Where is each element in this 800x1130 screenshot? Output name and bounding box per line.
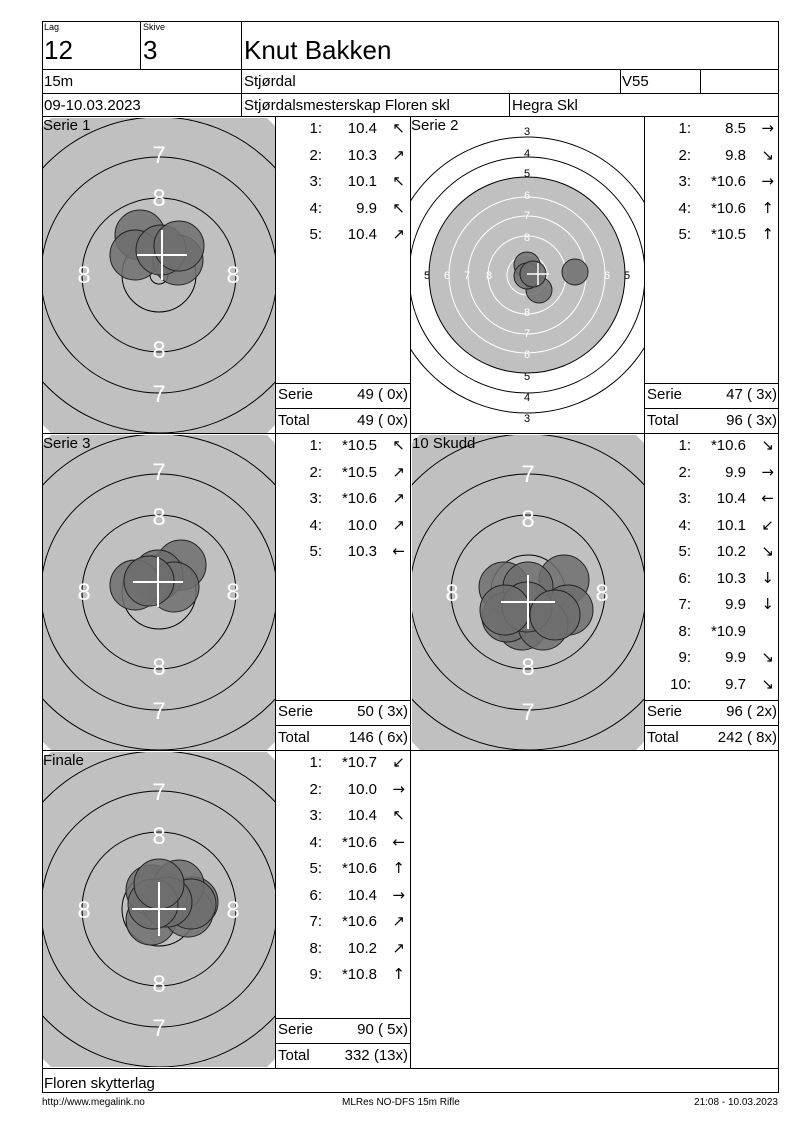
footer-software: MLRes NO-DFS 15m Rifle bbox=[342, 1097, 460, 1108]
shot-direction-arrow-icon: ↖ bbox=[392, 198, 405, 217]
serie-label: Serie bbox=[278, 1021, 314, 1038]
shot-score: 9.8 bbox=[725, 146, 746, 164]
shot-score: 9.9 bbox=[725, 463, 746, 481]
shot-direction-arrow-icon: ↓ bbox=[761, 595, 774, 613]
shot-row bbox=[276, 515, 409, 537]
header-vline-class bbox=[620, 69, 621, 93]
shot-number: 5: bbox=[309, 543, 322, 560]
shot-row bbox=[645, 435, 778, 457]
ring-number: 6 bbox=[523, 190, 531, 202]
svg-text:8: 8 bbox=[521, 506, 535, 533]
svg-text:5: 5 bbox=[523, 371, 531, 383]
shot-row bbox=[645, 594, 778, 616]
svg-text:6: 6 bbox=[603, 270, 611, 282]
svg-text:7: 7 bbox=[521, 699, 535, 726]
shot-row bbox=[276, 779, 409, 801]
shot-row bbox=[276, 752, 409, 774]
shot-number: 7: bbox=[678, 596, 691, 613]
svg-text:7: 7 bbox=[152, 779, 166, 806]
shot-score: *10.5 bbox=[341, 437, 377, 454]
shot-score: 8.5 bbox=[725, 120, 746, 137]
shot-score: *10.6 bbox=[341, 490, 377, 507]
shot-row bbox=[645, 171, 778, 193]
shot-row bbox=[645, 621, 778, 643]
shot-direction-arrow-icon: ↘ bbox=[761, 674, 774, 693]
shot-score: 10.2 bbox=[716, 543, 746, 560]
svg-text:6: 6 bbox=[523, 349, 531, 361]
shot-number: 7: bbox=[309, 913, 322, 930]
shot-number: 1: bbox=[309, 437, 322, 454]
total-value: 146 ( 6x) bbox=[348, 729, 408, 746]
shot-score: 9.7 bbox=[725, 675, 746, 693]
shot-score: 10.3 bbox=[347, 146, 377, 164]
shot-row bbox=[645, 568, 778, 590]
shot-score: 10.0 bbox=[347, 780, 377, 798]
shot-direction-arrow-icon: ← bbox=[761, 489, 774, 507]
svg-text:7: 7 bbox=[152, 1015, 166, 1042]
svg-text:8: 8 bbox=[521, 654, 535, 681]
summary-divider bbox=[645, 725, 779, 726]
lag-value: 12 bbox=[44, 35, 73, 65]
shot-direction-arrow-icon: ↑ bbox=[761, 198, 774, 217]
svg-text:8: 8 bbox=[77, 897, 91, 924]
shot-score: 10.0 bbox=[347, 516, 377, 534]
shot-score: 10.4 bbox=[347, 886, 377, 904]
svg-text:8: 8 bbox=[152, 823, 166, 850]
footer-club: Floren skytterlag bbox=[44, 1075, 155, 1092]
shot-number: 3: bbox=[309, 807, 322, 824]
shot-row bbox=[276, 541, 409, 563]
svg-text:8: 8 bbox=[595, 580, 609, 607]
svg-text:7: 7 bbox=[152, 698, 166, 725]
target-serie-1 bbox=[43, 118, 275, 433]
shot-direction-arrow-icon: ↖ bbox=[392, 436, 405, 454]
shot-direction-arrow-icon: ↖ bbox=[392, 806, 405, 824]
svg-text:7: 7 bbox=[523, 328, 531, 340]
svg-text:3: 3 bbox=[523, 413, 531, 425]
shot-hole bbox=[480, 585, 530, 635]
svg-text:4: 4 bbox=[523, 392, 531, 404]
shot-direction-arrow-icon: → bbox=[761, 172, 774, 190]
target-finale bbox=[43, 752, 275, 1067]
total-label: Total bbox=[278, 729, 310, 746]
shot-number: 10: bbox=[670, 675, 691, 693]
header-vline-class2 bbox=[700, 69, 701, 93]
svg-text:8: 8 bbox=[523, 307, 531, 319]
shot-number: 5: bbox=[309, 860, 322, 877]
shot-direction-arrow-icon: ↘ bbox=[761, 648, 774, 666]
shot-row bbox=[645, 462, 778, 484]
svg-text:8: 8 bbox=[445, 580, 459, 607]
shot-number: 1: bbox=[678, 437, 691, 454]
shot-number: 4: bbox=[309, 199, 322, 217]
ring-number: 8 bbox=[226, 262, 240, 289]
shot-row bbox=[276, 858, 409, 880]
shot-direction-arrow-icon: ↙ bbox=[392, 753, 405, 771]
shot-row bbox=[645, 647, 778, 669]
shot-row bbox=[645, 515, 778, 537]
summary-divider bbox=[276, 1018, 410, 1019]
summary-divider bbox=[276, 725, 410, 726]
shot-direction-arrow-icon: ↓ bbox=[761, 568, 774, 587]
shot-score: 10.3 bbox=[347, 543, 377, 560]
total-value: 332 (13x) bbox=[344, 1047, 408, 1064]
shot-direction-arrow-icon: ↗ bbox=[392, 912, 405, 930]
serie-value: 50 ( 3x) bbox=[357, 703, 408, 720]
class-value: V55 bbox=[622, 73, 649, 90]
shot-direction-arrow-icon: ↘ bbox=[761, 542, 774, 560]
shot-direction-arrow-icon: ↖ bbox=[392, 172, 405, 190]
shot-score: *10.9 bbox=[710, 622, 746, 640]
svg-text:6: 6 bbox=[443, 270, 451, 282]
shot-direction-arrow-icon: ↘ bbox=[761, 145, 774, 164]
shot-row bbox=[276, 145, 409, 167]
shot-direction-arrow-icon: ↗ bbox=[392, 145, 405, 164]
ring-number: 8 bbox=[152, 337, 166, 364]
header-line-1 bbox=[42, 69, 779, 70]
serie-value: 96 ( 2x) bbox=[726, 703, 777, 720]
shot-number: 3: bbox=[309, 173, 322, 190]
ring-number: 7 bbox=[152, 142, 166, 169]
ring-number: 8 bbox=[523, 232, 531, 244]
shot-number: 5: bbox=[678, 226, 691, 243]
shot-score: 9.9 bbox=[356, 199, 377, 217]
shot-score: *10.6 bbox=[710, 173, 746, 190]
shot-number: 4: bbox=[678, 199, 691, 217]
shot-number: 8: bbox=[309, 939, 322, 957]
shot-number: 2: bbox=[309, 780, 322, 798]
shooter-name: Knut Bakken bbox=[244, 35, 392, 65]
shot-score: *10.5 bbox=[710, 226, 746, 243]
shot-number: 8: bbox=[678, 622, 691, 640]
summary-divider bbox=[276, 383, 410, 384]
ring-number: 5 bbox=[523, 168, 531, 180]
shot-hole bbox=[562, 259, 588, 285]
shot-direction-arrow-icon: ↗ bbox=[392, 489, 405, 507]
shot-score: *10.8 bbox=[341, 966, 377, 983]
shot-score: 9.9 bbox=[725, 596, 746, 613]
shot-score: *10.6 bbox=[341, 913, 377, 930]
shot-number: 1: bbox=[678, 120, 691, 137]
shot-direction-arrow-icon: → bbox=[761, 119, 774, 137]
svg-text:8: 8 bbox=[152, 971, 166, 998]
shot-row bbox=[645, 674, 778, 696]
event-name: Stjørdalsmesterskap Floren skl bbox=[244, 97, 450, 114]
shot-score: 10.2 bbox=[347, 939, 377, 957]
shot-row bbox=[276, 885, 409, 907]
shot-row bbox=[645, 118, 778, 140]
shot-score: *10.6 bbox=[341, 860, 377, 877]
serie-value: 90 ( 5x) bbox=[357, 1021, 408, 1038]
svg-text:8: 8 bbox=[226, 897, 240, 924]
serie-label: Serie bbox=[278, 386, 314, 403]
shot-score: 9.9 bbox=[725, 649, 746, 666]
shot-row bbox=[645, 145, 778, 167]
total-label: Total bbox=[278, 1047, 310, 1064]
shot-direction-arrow-icon: → bbox=[392, 779, 405, 798]
summary-divider bbox=[276, 1043, 410, 1044]
serie-label: Serie bbox=[647, 703, 683, 720]
ring-number: 7 bbox=[152, 381, 166, 408]
shot-direction-arrow-icon: ↑ bbox=[392, 965, 405, 983]
summary-divider bbox=[645, 700, 779, 701]
shot-score: 10.4 bbox=[347, 120, 377, 137]
footer-divider bbox=[42, 1068, 779, 1069]
shot-number: 5: bbox=[678, 543, 691, 560]
summary-divider bbox=[276, 408, 410, 409]
serie-value: 49 ( 0x) bbox=[357, 386, 408, 403]
header-vline-skive bbox=[241, 21, 242, 117]
shot-score: 10.4 bbox=[716, 490, 746, 507]
svg-text:8: 8 bbox=[485, 270, 493, 282]
serie-value: 47 ( 3x) bbox=[726, 386, 777, 403]
shot-number: 6: bbox=[678, 569, 691, 587]
svg-text:8: 8 bbox=[226, 579, 240, 606]
shot-row bbox=[645, 488, 778, 510]
ring-number: 3 bbox=[523, 126, 531, 138]
total-label: Total bbox=[647, 729, 679, 746]
svg-text:7: 7 bbox=[521, 461, 535, 488]
shot-number: 1: bbox=[309, 754, 322, 771]
shot-direction-arrow-icon: ↗ bbox=[392, 515, 405, 534]
shot-row bbox=[645, 541, 778, 563]
shot-number: 1: bbox=[309, 120, 322, 137]
shot-score: 10.1 bbox=[347, 173, 377, 190]
shot-number: 4: bbox=[678, 516, 691, 534]
ring-number: 8 bbox=[77, 262, 91, 289]
footer-url[interactable]: http://www.megalink.no bbox=[42, 1097, 145, 1108]
shot-direction-arrow-icon: ↗ bbox=[392, 938, 405, 957]
event-date: 09-10.03.2023 bbox=[44, 97, 141, 114]
shot-direction-arrow-icon: ↗ bbox=[392, 462, 405, 481]
shot-score: 10.1 bbox=[716, 516, 746, 534]
footer-timestamp: 21:08 - 10.03.2023 bbox=[694, 1097, 778, 1108]
summary-divider bbox=[276, 700, 410, 701]
skive-label: Skive bbox=[143, 22, 166, 32]
svg-text:5: 5 bbox=[423, 270, 431, 282]
target-10-skudd bbox=[412, 435, 644, 750]
shot-row bbox=[645, 224, 778, 246]
shot-row bbox=[276, 462, 409, 484]
svg-text:8: 8 bbox=[152, 654, 166, 681]
shot-row bbox=[276, 118, 409, 140]
panel-title: Finale bbox=[43, 752, 84, 769]
shot-score: *10.6 bbox=[710, 199, 746, 217]
shot-row bbox=[276, 805, 409, 827]
shot-score: 10.3 bbox=[716, 569, 746, 587]
shot-direction-arrow-icon: ↖ bbox=[392, 119, 405, 137]
shot-number: 3: bbox=[678, 490, 691, 507]
skive-value: 3 bbox=[143, 35, 158, 65]
shot-number: 3: bbox=[678, 173, 691, 190]
shot-number: 4: bbox=[309, 516, 322, 534]
shot-row bbox=[276, 911, 409, 933]
ring-number: 7 bbox=[523, 210, 531, 222]
shot-number: 5: bbox=[309, 226, 322, 243]
shot-number: 9: bbox=[309, 966, 322, 983]
panel-title: Serie 2 bbox=[411, 117, 459, 134]
shot-row bbox=[276, 224, 409, 246]
shot-direction-arrow-icon: ↑ bbox=[761, 225, 774, 243]
shot-score: *10.5 bbox=[341, 463, 377, 481]
shot-direction-arrow-icon: ← bbox=[392, 542, 405, 560]
target-serie-3 bbox=[43, 435, 275, 750]
shot-score: *10.6 bbox=[341, 833, 377, 851]
total-value: 96 ( 3x) bbox=[726, 412, 777, 429]
total-value: 49 ( 0x) bbox=[357, 412, 408, 429]
total-label: Total bbox=[278, 412, 310, 429]
panel-title: Serie 3 bbox=[43, 435, 91, 452]
svg-text:7: 7 bbox=[463, 270, 471, 282]
panel-title: 10 Skudd bbox=[412, 435, 476, 452]
shot-number: 4: bbox=[309, 833, 322, 851]
shot-score: *10.6 bbox=[710, 437, 746, 454]
target-serie-2 bbox=[411, 118, 644, 433]
shot-direction-arrow-icon: ↘ bbox=[761, 436, 774, 454]
shot-row bbox=[276, 488, 409, 510]
shot-direction-arrow-icon: ↗ bbox=[392, 225, 405, 243]
shot-number: 2: bbox=[309, 463, 322, 481]
shot-direction-arrow-icon: ↑ bbox=[392, 859, 405, 877]
svg-text:8: 8 bbox=[77, 579, 91, 606]
shot-direction-arrow-icon: ↙ bbox=[761, 515, 774, 534]
panel-title: Serie 1 bbox=[43, 117, 91, 134]
serie-label: Serie bbox=[278, 703, 314, 720]
shot-number: 2: bbox=[678, 146, 691, 164]
serie-label: Serie bbox=[647, 386, 683, 403]
shot-number: 2: bbox=[309, 146, 322, 164]
shot-row bbox=[276, 171, 409, 193]
header-vline-venue bbox=[509, 93, 510, 117]
shot-row bbox=[276, 938, 409, 960]
shot-row bbox=[276, 964, 409, 986]
svg-text:8: 8 bbox=[152, 504, 166, 531]
shot-row bbox=[276, 198, 409, 220]
shot-score: *10.7 bbox=[341, 754, 377, 771]
total-value: 242 ( 8x) bbox=[717, 729, 777, 746]
shot-score: 10.4 bbox=[347, 807, 377, 824]
total-label: Total bbox=[647, 412, 679, 429]
distance: 15m bbox=[44, 73, 74, 90]
shot-score: 10.4 bbox=[347, 226, 377, 243]
shot-direction-arrow-icon: ← bbox=[392, 832, 405, 851]
summary-divider bbox=[645, 408, 779, 409]
summary-divider bbox=[645, 383, 779, 384]
shot-hole bbox=[530, 590, 580, 640]
shot-number: 9: bbox=[678, 649, 691, 666]
ring-number: 8 bbox=[152, 185, 166, 212]
shot-direction-arrow-icon: → bbox=[392, 885, 405, 904]
header-vline-lag bbox=[140, 21, 141, 69]
shot-row bbox=[645, 198, 778, 220]
club-name: Stjørdal bbox=[244, 73, 296, 90]
shot-direction-arrow-icon: → bbox=[761, 462, 774, 481]
ring-number: 4 bbox=[523, 148, 531, 160]
header-line-2 bbox=[42, 93, 779, 94]
shot-number: 3: bbox=[309, 490, 322, 507]
venue-name: Hegra Skl bbox=[512, 97, 578, 114]
shot-number: 2: bbox=[678, 463, 691, 481]
shot-row bbox=[276, 435, 409, 457]
svg-text:5: 5 bbox=[623, 270, 631, 282]
shot-number: 6: bbox=[309, 886, 322, 904]
lag-label: Lag bbox=[44, 22, 60, 32]
shot-row bbox=[276, 832, 409, 854]
svg-text:7: 7 bbox=[152, 459, 166, 486]
